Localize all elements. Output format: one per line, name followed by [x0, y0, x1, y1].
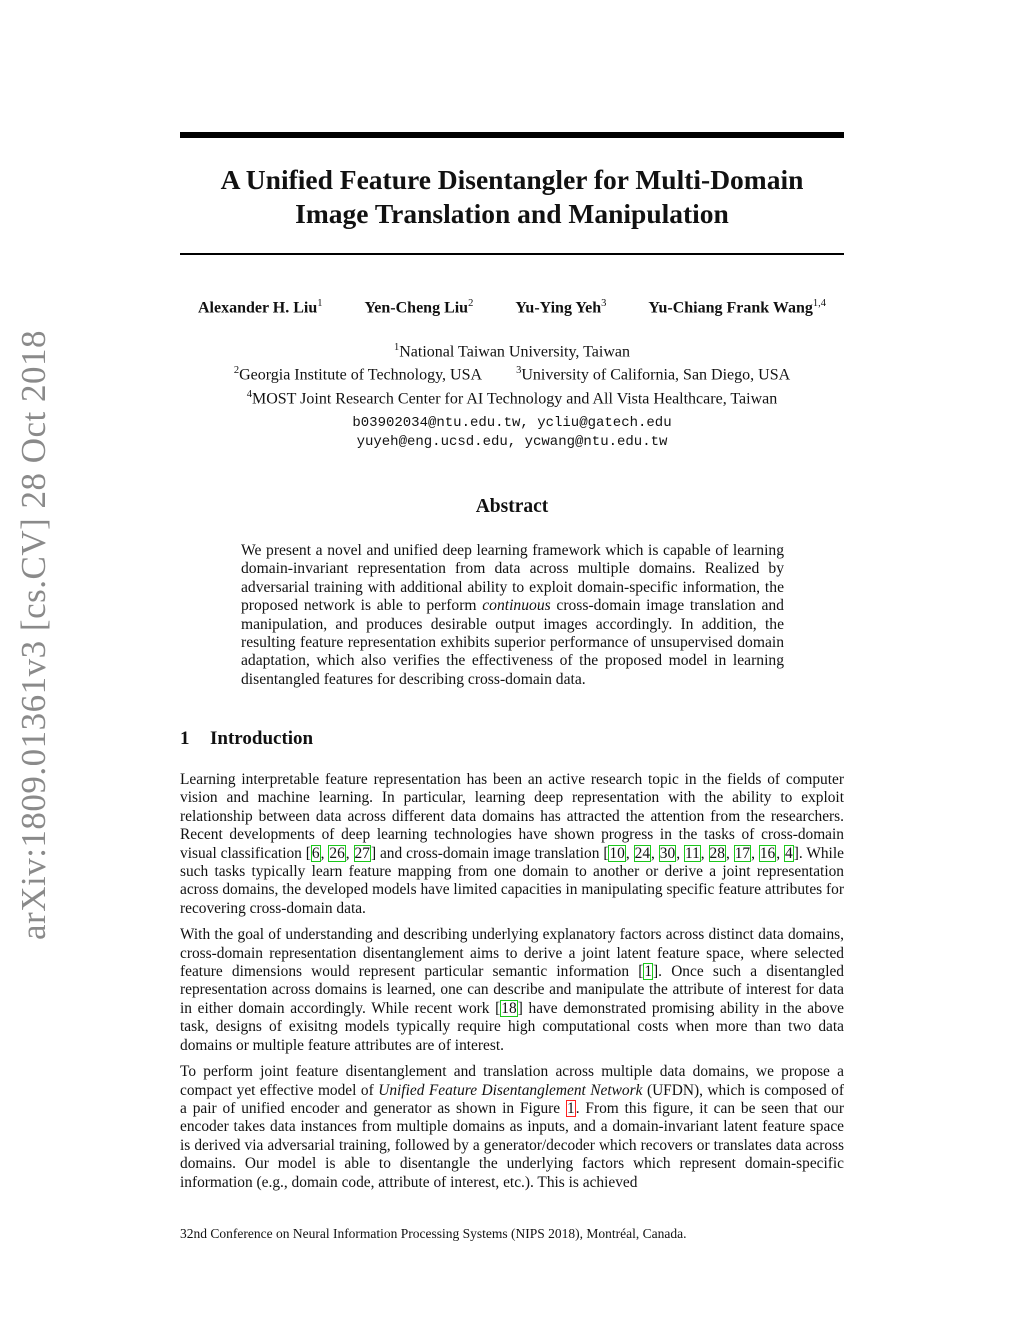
affiliation-1: $^1$National Taiwan University, Taiwan [394, 342, 630, 361]
paragraph-1: Learning interpretable feature representation has been an active research topic in the fields of computer vision and machine learning. In particular, learning deep representation with the ability to exploit relationship between data across different data domains has attracted the attention from the researchers. Recent developments of deep learning technologies have shown progress in the tasks of cross-domain visual classification [6, 26, 27] and cross-domain image translation [10, 24, 30, 11, 28, 17, 16, 4]. While such tasks typically learn feature mapping from one domain to another or derive a joint representation across domains, the developed models have limited capacities in manipulating specific feature attributes for recovering cross-domain data. [180, 771, 844, 917]
author-emails [180, 414, 844, 452]
citation-link[interactable]: 26 [329, 844, 345, 862]
citation-link[interactable]: 11 [684, 844, 700, 862]
citation-link[interactable]: 24 [634, 844, 651, 862]
email-line-2: yuyeh@eng.ucsd.edu, ycwang@ntu.edu.tw [356, 434, 668, 450]
affiliation-2-3: $^2$Georgia Institute of Technology, USA $^3$University of California, San Diego, USA [233, 365, 791, 384]
citation-link[interactable]: 28 [709, 844, 725, 862]
paragraph-2: With the goal of understanding and describing underlying explanatory factors across distinct data domains, cross-domain representation disentanglement aims to derive a joint latent feature space, where selected feature dimensions would represent particular semantic information [1]. Once such a disentangled representation across domains is learned, one can describe and manipulate the attribute of interest for data in either domain accordingly. While recent work [18] have demonstrated promising ability in the above task, designs of exisitng models typically require high computational costs when more than two data domains or multiple feature attributes are of interest. [180, 926, 844, 1054]
conference-footnote: 32nd Conference on Neural Information Processing Systems (NIPS 2018), Montréal, Canada. [180, 1226, 687, 1241]
title-rule-top [180, 132, 844, 138]
arxiv-identifier: arXiv:1809.01361v3 [cs.CV] 28 Oct 2018 [14, 329, 53, 940]
citation-link[interactable]: 18 [501, 999, 517, 1017]
author-3: Yu-Ying Yeh$^3$ [515, 298, 607, 317]
introduction-body [180, 771, 844, 1200]
section-title: Introduction [210, 728, 314, 749]
citation-link[interactable]: 27 [354, 844, 370, 862]
section-heading-introduction [180, 728, 313, 750]
citation-link[interactable]: 17 [734, 844, 751, 862]
author-1: Alexander H. Liu$^1$ [197, 298, 323, 317]
citation-link[interactable]: 1 [644, 963, 653, 981]
abstract-heading: Abstract [475, 496, 549, 517]
author-list [180, 298, 844, 317]
citation-link[interactable]: 16 [759, 844, 776, 862]
affiliation-4: $^4$MOST Joint Research Center for AI Technology and All Vista Healthcare, Taiwan [246, 388, 778, 407]
citation-link[interactable]: 10 [609, 844, 625, 862]
paragraph-3: To perform joint feature disentanglement and translation across multiple data domains, we propose a compact yet effective model of Unified Feature Disentanglement Network (UFDN), which is composed of a pair of unified encoder and generator as shown in Figure 1. From this figure, it can be seen that our encoder takes data instances from multiple domains as inputs, and a domain-invariant latent feature space is derived via adversarial training, followed by a generator/decoder which recovers or translates data across domains. Our model is able to disentangle the underlying factors which represent domain-specific information (e.g., domain code, attribute of interest, etc.). This is achieved [180, 1063, 844, 1191]
citation-link[interactable]: 6 [311, 844, 320, 862]
section-number: 1 [180, 728, 190, 749]
citation-link[interactable]: 30 [659, 844, 676, 862]
citation-link[interactable]: 4 [785, 844, 793, 862]
title-rule-bottom [180, 253, 844, 255]
email-line-1: b03902034@ntu.edu.tw, ycliu@gatech.edu [352, 415, 672, 431]
paper-title [180, 163, 844, 231]
figure-reference-link[interactable]: 1 [567, 1099, 575, 1117]
title-line-1: A Unified Feature Disentangler for Multi-Domain [220, 164, 804, 195]
author-4: Yu-Chiang Frank Wang$^{1,4}$ [648, 298, 827, 317]
title-line-2: Image Translation and Manipulation [295, 198, 729, 229]
author-2: Yen-Cheng Liu$^2$ [364, 298, 474, 317]
abstract-text: We present a novel and unified deep learning framework which is capable of learning domain-invariant representation from data across multiple domains. Realized by adversarial training with additional ability to exploit domain-specific information, the proposed network is able to perform continuous cross-domain image translation and manipulation, and produces desirable output images accordingly. In addition, the resulting feature representation exhibits superior performance of unsupervised domain adaptation, which also verifies the effectiveness of the proposed model in learning disentangled features for describing cross-domain data. [241, 542, 784, 688]
affiliations [180, 338, 844, 408]
